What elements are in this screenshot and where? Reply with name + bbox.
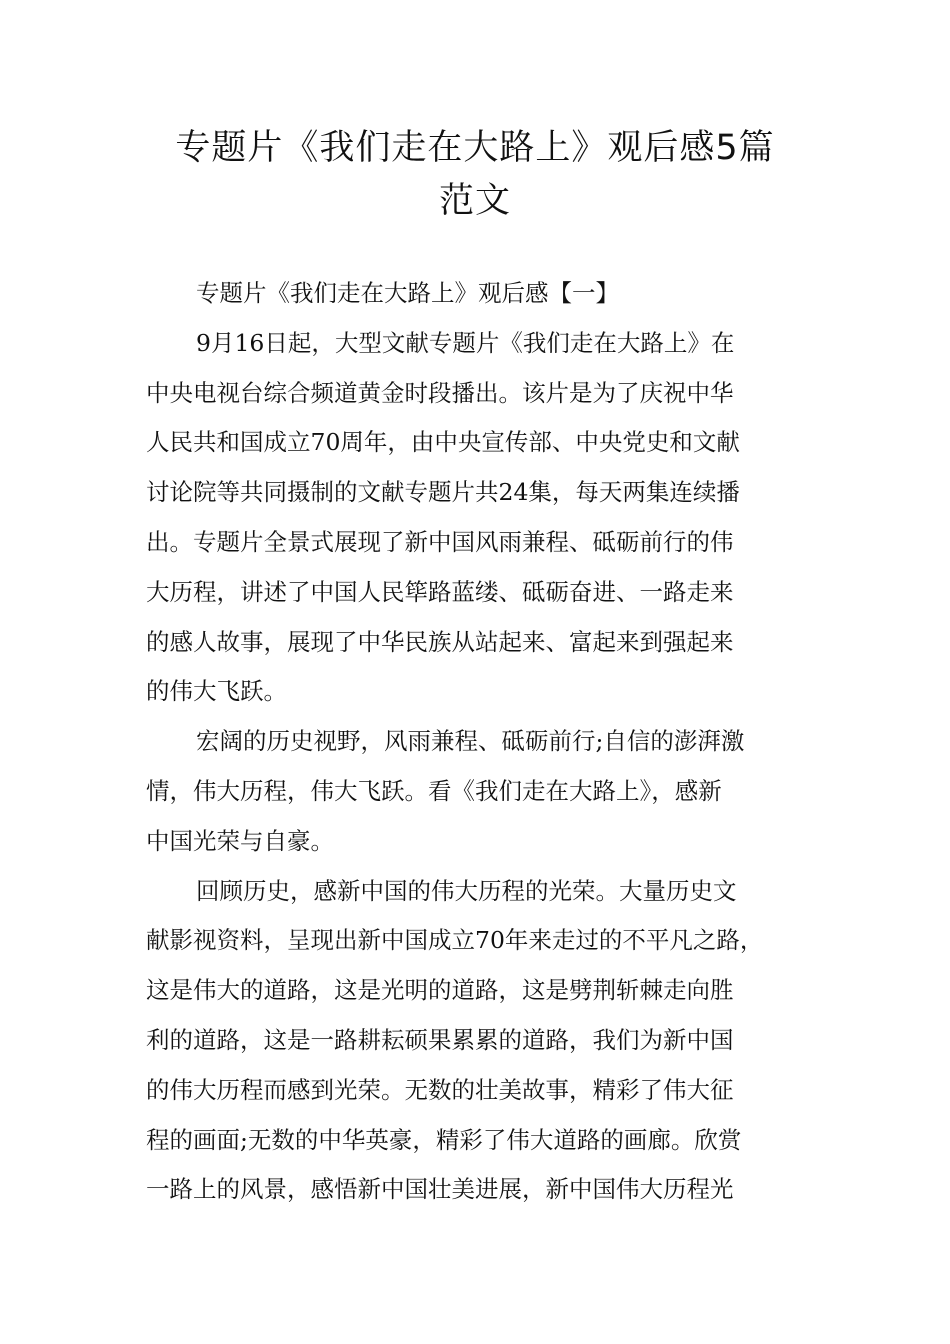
paragraph-first-line: 宏阔的历史视野，风雨兼程、砥砺前行;自信的澎湃激 <box>196 727 745 756</box>
paragraph-line: 讨论院等共同摄制的文献专题片共24集，每天两集连续播 <box>146 478 740 507</box>
document-title <box>100 122 850 228</box>
paragraph-line: 人民共和国成立70周年，由中央宣传部、中央党史和文献 <box>146 428 740 457</box>
paragraph-line: 大历程，讲述了中国人民筚路蓝缕、砥砺奋进、一路走来 <box>146 577 734 606</box>
paragraph-line: 程的画面;无数的中华英豪，精彩了伟大道路的画廊。欣赏 <box>146 1125 742 1154</box>
paragraph-line: 献影视资料，呈现出新中国成立70年来走过的不平凡之路， <box>146 926 764 955</box>
title-line: 范文 <box>438 181 511 221</box>
paragraph-line: 的感人故事，展现了中华民族从站起来、富起来到强起来 <box>146 627 734 656</box>
paragraph-line: 中央电视台综合频道黄金时段播出。该片是为了庆祝中华 <box>146 378 734 407</box>
paragraph-first-line: 回顾历史，感新中国的伟大历程的光荣。大量历史文 <box>196 876 737 905</box>
paragraph-line: 中国光荣与自豪。 <box>146 826 334 855</box>
paragraph-line: 这是伟大的道路，这是光明的道路，这是劈荆斩棘走向胜 <box>146 976 734 1005</box>
paragraph-line: 的伟大飞跃。 <box>146 677 287 706</box>
document-body <box>146 269 811 1215</box>
paragraph-line: 的伟大历程而感到光荣。无数的壮美故事，精彩了伟大征 <box>146 1075 734 1104</box>
title-line: 专题片《我们走在大路上》观后感5篇 <box>175 128 775 168</box>
paragraph-line: 利的道路，这是一路耕耘硕果累累的道路，我们为新中国 <box>146 1025 734 1054</box>
paragraph-first-line: 9月16日起，大型文献专题片《我们走在大路上》在 <box>196 328 735 357</box>
paragraph-first-line: 专题片《我们走在大路上》观后感【一】 <box>196 279 619 307</box>
paragraph-line: 情，伟大历程，伟大飞跃。看《我们走在大路上》，感新 <box>146 776 722 805</box>
paragraph-line: 一路上的风景，感悟新中国壮美进展，新中国伟大历程光 <box>146 1175 734 1204</box>
paragraph-line: 出。专题片全景式展现了新中国风雨兼程、砥砺前行的伟 <box>146 527 734 556</box>
